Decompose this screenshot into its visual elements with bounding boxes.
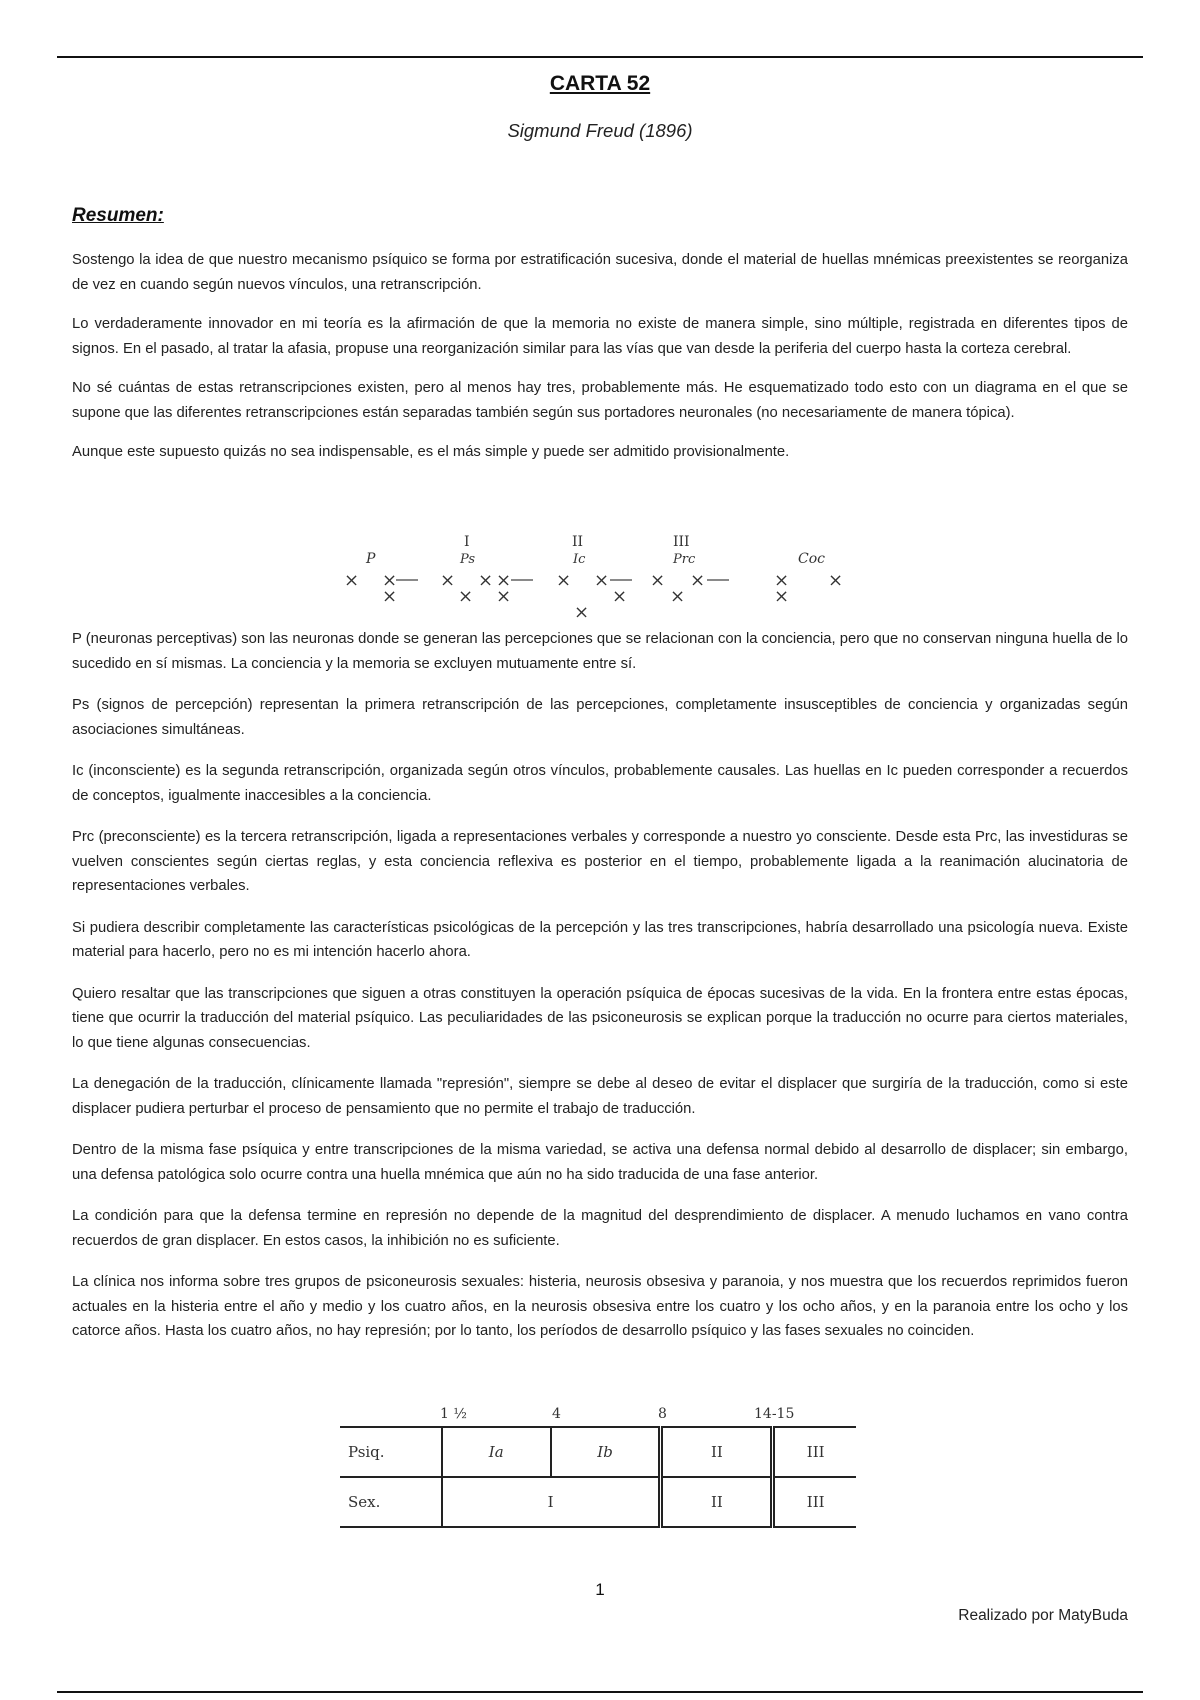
diagram-mark: ×	[382, 586, 398, 607]
diagram-mark: ×	[670, 586, 686, 607]
paragraph: Ps (signos de percepción) representan la primera retranscripción de las percepciones, completamente insusceptibles de conciencia y organizadas según asociaciones simultáneas.	[72, 697, 1128, 738]
paragraph: Quiero resaltar que las transcripciones que siguen a otras constituyen la operación psíquica de épocas sucesivas de la vida. En la frontera entre estas épocas, tiene que ocurrir la traducción del material psíquico. Las peculiaridades de las psiconeurosis se explican porque la traducción no ocurre para ciertos materiales, lo que tiene algunas consecuencias.	[72, 985, 1128, 1051]
diagram-numeral: II	[572, 534, 584, 550]
diagram-mark: ×	[574, 602, 590, 623]
row-label: Sex.	[340, 1477, 442, 1527]
diagram-mark: ×	[612, 586, 628, 607]
intro-paragraphs	[72, 248, 1128, 480]
diagram-mark: ×	[382, 570, 398, 591]
diagram-mark: ×	[774, 570, 790, 591]
bottom-rule	[57, 1691, 1143, 1693]
diagram-mark: ×	[828, 570, 844, 591]
table-cell: II	[661, 1427, 773, 1477]
document-author: Sigmund Freud (1896)	[507, 120, 693, 141]
top-rule	[57, 56, 1143, 58]
age-label: 14-15	[754, 1406, 795, 1422]
diagram-label: Coc	[798, 551, 825, 567]
diagram-mark: ×	[478, 570, 494, 591]
diagram-mark: ×	[496, 570, 512, 591]
diagram-label: Prc	[673, 552, 696, 567]
paragraph: Si pudiera describir completamente las características psicológicas de la percepción y las tres transcripciones, habría desarrollado una psicología nueva. Existe material para hacerlo, pero no es mi intención hacerlo ahora.	[72, 919, 1128, 960]
age-label: 4	[552, 1406, 561, 1422]
paragraph: Ic (inconsciente) es la segunda retranscripción, organizada según otros vínculos, probablemente causales. Las huellas en Ic pueden corresponder a recuerdos de conceptos, igualmente inaccesibles a la conciencia.	[72, 763, 1128, 804]
paragraph: Sostengo la idea de que nuestro mecanismo psíquico se forma por estratificación sucesiva, donde el material de huellas mnémicas preexistentes se reorganiza de vez en cuando según nuevos vínculos, una retranscripción.	[72, 252, 1128, 293]
paragraph: La condición para que la defensa termine en represión no depende de la magnitud del desprendimiento de displacer. A menudo luchamos en vano contra recuerdos de gran displacer. En estos casos, la inhibición no es suficiente.	[72, 1208, 1128, 1249]
age-label: 8	[658, 1406, 667, 1422]
row-label: Psiq.	[340, 1427, 442, 1477]
diagram-mark: ×	[690, 570, 706, 591]
diagram-mark: ×	[774, 586, 790, 607]
paragraph: La clínica nos informa sobre tres grupos de psiconeurosis sexuales: histeria, neurosis obsesiva y paranoia, y nos muestra que los recuerdos reprimidos fueron actuales en la histeria entre el año y medio y los cuatro años, en la neurosis obsesiva entre los cuatro y los ocho años, y en la paranoia entre los ocho y los catorce años. Hasta los cuatro años, no hay represión; por lo tanto, los períodos de desarrollo psíquico y las fases sexuales no coinciden.	[72, 1274, 1128, 1339]
paragraph: Prc (preconsciente) es la tercera retranscripción, ligada a representaciones verbales y corresponde a nuestro yo consciente. Desde esta Prc, las investiduras se vuelven conscientes según ciertas reglas, y esta conciencia reflexiva es posterior en el tiempo, probablemente ligada a la reanimación alucinatoria de representaciones verbales.	[72, 829, 1128, 894]
memory-system-diagram	[330, 530, 870, 630]
diagram-svg	[330, 530, 870, 630]
diagram-marks	[344, 570, 843, 623]
table-cell: Ib	[551, 1427, 661, 1477]
table-cell: Ia	[442, 1427, 551, 1477]
page-number: 1	[595, 1580, 605, 1599]
table-cell: II	[661, 1477, 773, 1527]
diagram-label: Ps	[460, 552, 476, 567]
diagram-label: P	[366, 551, 376, 567]
paragraph: Lo verdaderamente innovador en mi teoría es la afirmación de que la memoria no existe de manera simple, sino múltiple, registrada en diferentes tipos de signos. En el pasado, al tratar la afasia, propuse una reorganización similar para las vías que van desde la periferia del cuerpo hasta la corteza cerebral.	[72, 316, 1128, 357]
paragraph: Aunque este supuesto quizás no sea indispensable, es el más simple y puede ser admitido provisionalmente.	[72, 444, 790, 460]
paragraph: No sé cuántas de estas retranscripciones existen, pero al menos hay tres, probablemente más. He esquematizado todo esto con un diagrama en el que se supone que las diferentes retranscripciones están separadas también según sus portadores neuronales (no necesariamente de manera tópica).	[72, 380, 1128, 421]
main-paragraphs	[72, 627, 1128, 1361]
table-cell: III	[773, 1427, 856, 1477]
diagram-mark: ×	[556, 570, 572, 591]
table-cell: I	[442, 1477, 661, 1527]
diagram-numeral: I	[464, 534, 470, 550]
table-row	[340, 1477, 856, 1527]
diagram-mark: ×	[344, 570, 360, 591]
diagram-mark: ×	[496, 586, 512, 607]
summary-heading: Resumen:	[72, 205, 164, 226]
table-row	[340, 1427, 856, 1477]
paragraph: Dentro de la misma fase psíquica y entre transcripciones de la misma variedad, se activa una defensa normal debido al desarrollo de displacer; sin embargo, una defensa patológica solo ocurre contra una huella mnémica que aún no ha sido traducida de una fase anterior.	[72, 1142, 1128, 1183]
table-cell: III	[773, 1477, 856, 1527]
paragraph: La denegación de la traducción, clínicamente llamada "represión", siempre se debe al deseo de evitar el displacer que surgiría de la traducción, como si este displacer pudiera perturbar el proceso de pensamiento que no permite el trabajo de traducción.	[72, 1076, 1128, 1117]
diagram-mark: ×	[594, 570, 610, 591]
diagram-label: Ic	[573, 552, 586, 567]
paragraph: P (neuronas perceptivas) son las neuronas donde se generan las percepciones que se relacionan con la conciencia, pero que no conservan ninguna huella de lo sucedido en sí mismas. La conciencia y la memoria se excluyen mutuamente entre sí.	[72, 631, 1128, 672]
author-credit: Realizado por MatyBuda	[958, 1607, 1128, 1624]
document-title: CARTA 52	[549, 72, 651, 95]
development-ages	[340, 1406, 860, 1426]
diagram-numeral: III	[673, 534, 690, 550]
age-label: 1 ½	[440, 1406, 467, 1422]
diagram-mark: ×	[458, 586, 474, 607]
diagram-mark: ×	[650, 570, 666, 591]
development-table	[340, 1426, 856, 1528]
diagram-mark: ×	[440, 570, 456, 591]
